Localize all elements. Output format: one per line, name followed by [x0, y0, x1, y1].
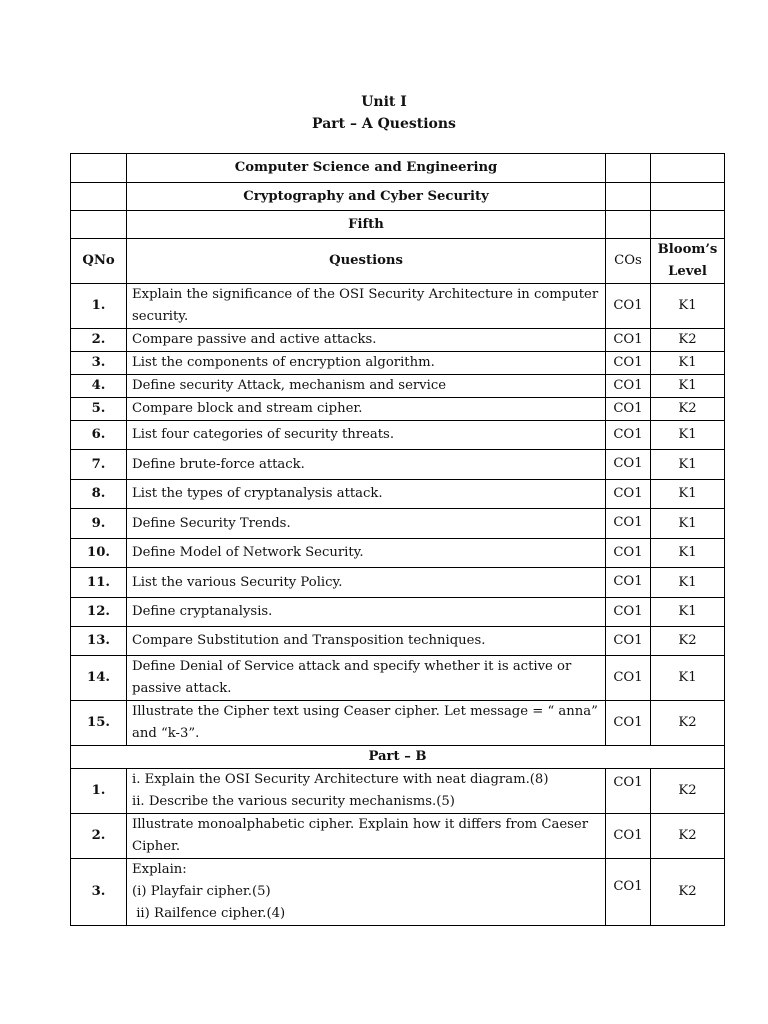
part-a-title: Part – A Questions — [312, 116, 456, 132]
subject-cell: Cryptography and Cyber Security — [127, 183, 606, 211]
subject-row — [71, 183, 725, 211]
col-questions: Questions — [127, 239, 606, 284]
table-row: 3. List the components of encryption algorithm. CO1 K1 — [71, 352, 725, 375]
col-blooms-level: Bloom’s Level — [651, 239, 725, 284]
table-row: 15. Illustrate the Cipher text using Ceaser cipher. Let message = “ anna” and “k-3”. CO1 K2 — [71, 701, 725, 746]
table-row: 11. List the various Security Policy. CO1 K1 — [71, 568, 725, 598]
column-header-row — [71, 239, 725, 284]
semester-row — [71, 211, 725, 239]
part-b-header-row — [71, 746, 725, 769]
table-row: 12. Define cryptanalysis. CO1 K1 — [71, 598, 725, 627]
question-line: Explain: — [132, 862, 187, 877]
question-table — [70, 153, 725, 926]
table-row: 6. List four categories of security threats. CO1 K1 — [71, 421, 725, 450]
semester-cell: Fifth — [127, 211, 606, 239]
part-b-title: Part – B — [71, 746, 725, 769]
table-row: 14. Define Denial of Service attack and specify whether it is active or passive attack. CO1 K1 — [71, 656, 725, 701]
question-line: ii) Railfence cipher.(4) — [132, 906, 286, 921]
question-line: i. Explain the OSI Security Architecture with neat diagram.(8) — [132, 772, 549, 787]
table-row: 5. Compare block and stream cipher. CO1 K2 — [71, 398, 725, 421]
question-line: ii. Describe the various security mechanisms.(5) — [132, 794, 455, 809]
col-qno: QNo — [71, 239, 127, 284]
department-cell: Computer Science and Engineering — [127, 154, 606, 183]
table-row: 10. Define Model of Network Security. CO1 K1 — [71, 539, 725, 568]
table-row: 13. Compare Substitution and Transposition techniques. CO1 K2 — [71, 627, 725, 656]
table-row: 4. Define security Attack, mechanism and service CO1 K1 — [71, 375, 725, 398]
col-cos: COs — [606, 239, 651, 284]
table-row: 1. Explain the significance of the OSI Security Architecture in computer security. CO1 K1 — [71, 284, 725, 329]
table-row: 2. Compare passive and active attacks. CO1 K2 — [71, 329, 725, 352]
table-row: 3. Explain: (i) Playfair cipher.(5) ii) Railfence cipher.(4) CO1 K2 — [71, 859, 725, 926]
department-row — [71, 154, 725, 183]
unit-title: Unit I — [361, 94, 407, 110]
table-row: 2. Illustrate monoalphabetic cipher. Explain how it differs from Caeser Cipher. CO1 K2 — [71, 814, 725, 859]
question-line: (i) Playfair cipher.(5) — [132, 884, 271, 899]
table-row: 9. Define Security Trends. CO1 K1 — [71, 509, 725, 539]
table-row: 7. Define brute-force attack. CO1 K1 — [71, 450, 725, 480]
table-row: 1. i. Explain the OSI Security Architecture with neat diagram.(8) ii. Describe the various security mechanisms.(5) CO1 K2 — [71, 769, 725, 814]
table-row: 8. List the types of cryptanalysis attack. CO1 K1 — [71, 480, 725, 509]
